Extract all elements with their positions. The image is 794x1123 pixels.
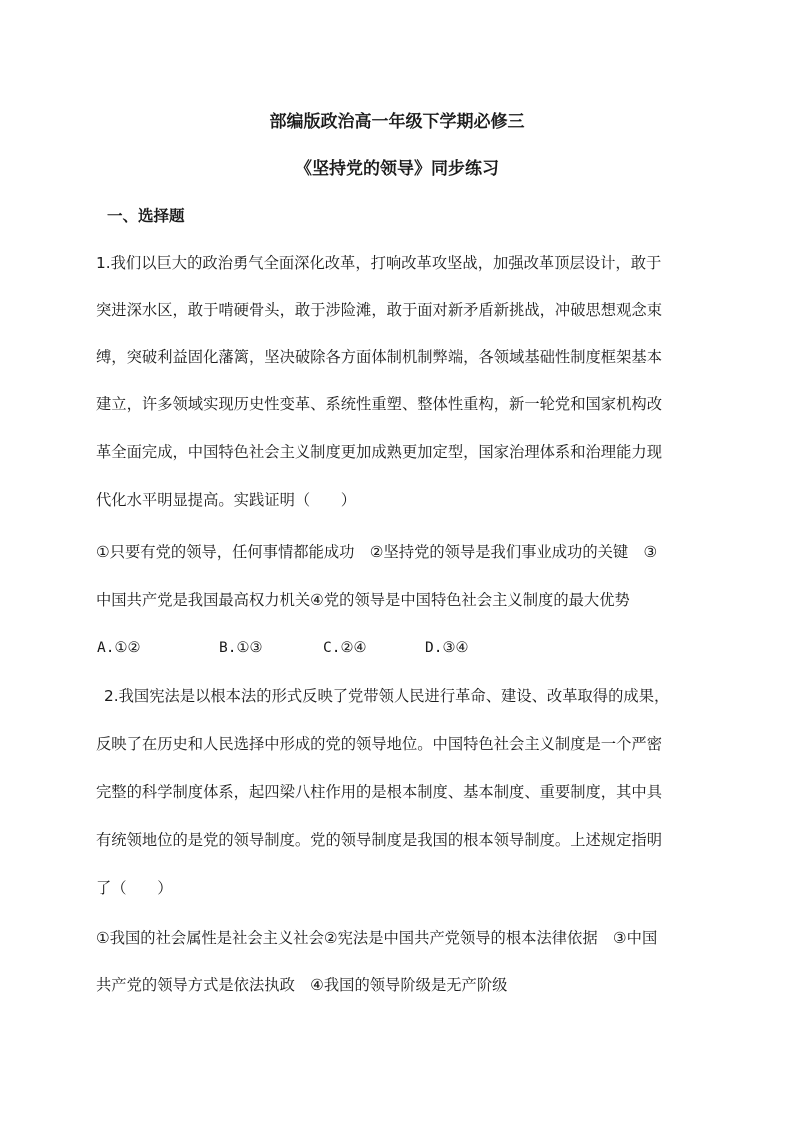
document-title: 部编版政治高一年级下学期必修三 — [269, 112, 525, 132]
option-a: A.①② — [97, 640, 141, 656]
question-1-stem-line: 代化水平明显提高。实践证明（ ） — [96, 491, 357, 509]
question-1-statement-line: 中国共产党是我国最高权力机关④党的领导是中国特色社会主义制度的最大优势 — [96, 591, 630, 609]
question-1-stem-line: 革全面完成，中国特色社会主义制度更加成熟更加定型，国家治理体系和治理能力现 — [96, 443, 662, 461]
question-1-options — [97, 636, 657, 660]
question-2-statement-line: 共产党的领导方式是依法执政 ④我国的领导阶级是无产阶级 — [96, 976, 508, 994]
question-1-stem-line: 缚，突破利益固化藩篱，坚决破除各方面体制机制弊端，各领域基础性制度框架基本 — [96, 348, 662, 366]
section-heading: 一、选择题 — [107, 207, 185, 225]
question-2-stem-line: 了（ ） — [96, 879, 173, 897]
question-1-stem-line: 突进深水区，敢于啃硬骨头，敢于涉险滩，敢于面对新矛盾新挑战，冲破思想观念束 — [96, 301, 662, 319]
question-2-stem-line: 完整的科学制度体系，起四梁八柱作用的是根本制度、基本制度、重要制度，其中具 — [96, 783, 662, 801]
document-subtitle: 《坚持党的领导》同步练习 — [295, 159, 499, 179]
option-b: B.①③ — [219, 640, 263, 656]
option-d: D.③④ — [425, 640, 469, 656]
option-c: C.②④ — [323, 640, 367, 656]
question-2-statement-line: ①我国的社会属性是社会主义社会②宪法是中国共产党领导的根本法律依据 ③中国 — [96, 929, 658, 947]
question-2-stem-line: 反映了在历史和人民选择中形成的党的领导地位。中国特色社会主义制度是一个严密 — [96, 735, 662, 753]
question-2-stem-line: 有统领地位的是党的领导制度。党的领导制度是我国的根本领导制度。上述规定指明 — [96, 831, 662, 849]
question-1-stem-line: 1.我们以巨大的政治勇气全面深化改革，打响改革攻坚战，加强改革顶层设计，敢于 — [96, 254, 662, 272]
question-1-statement-line: ①只要有党的领导，任何事情都能成功 ②坚持党的领导是我们事业成功的关键 ③ — [96, 543, 658, 561]
question-2-stem-line: 2.我国宪法是以根本法的形式反映了党带领人民进行革命、建设、改革取得的成果， — [104, 687, 670, 705]
question-1-stem-line: 建立，许多领域实现历史性变革、系统性重塑、整体性重构，新一轮党和国家机构改 — [96, 395, 662, 413]
